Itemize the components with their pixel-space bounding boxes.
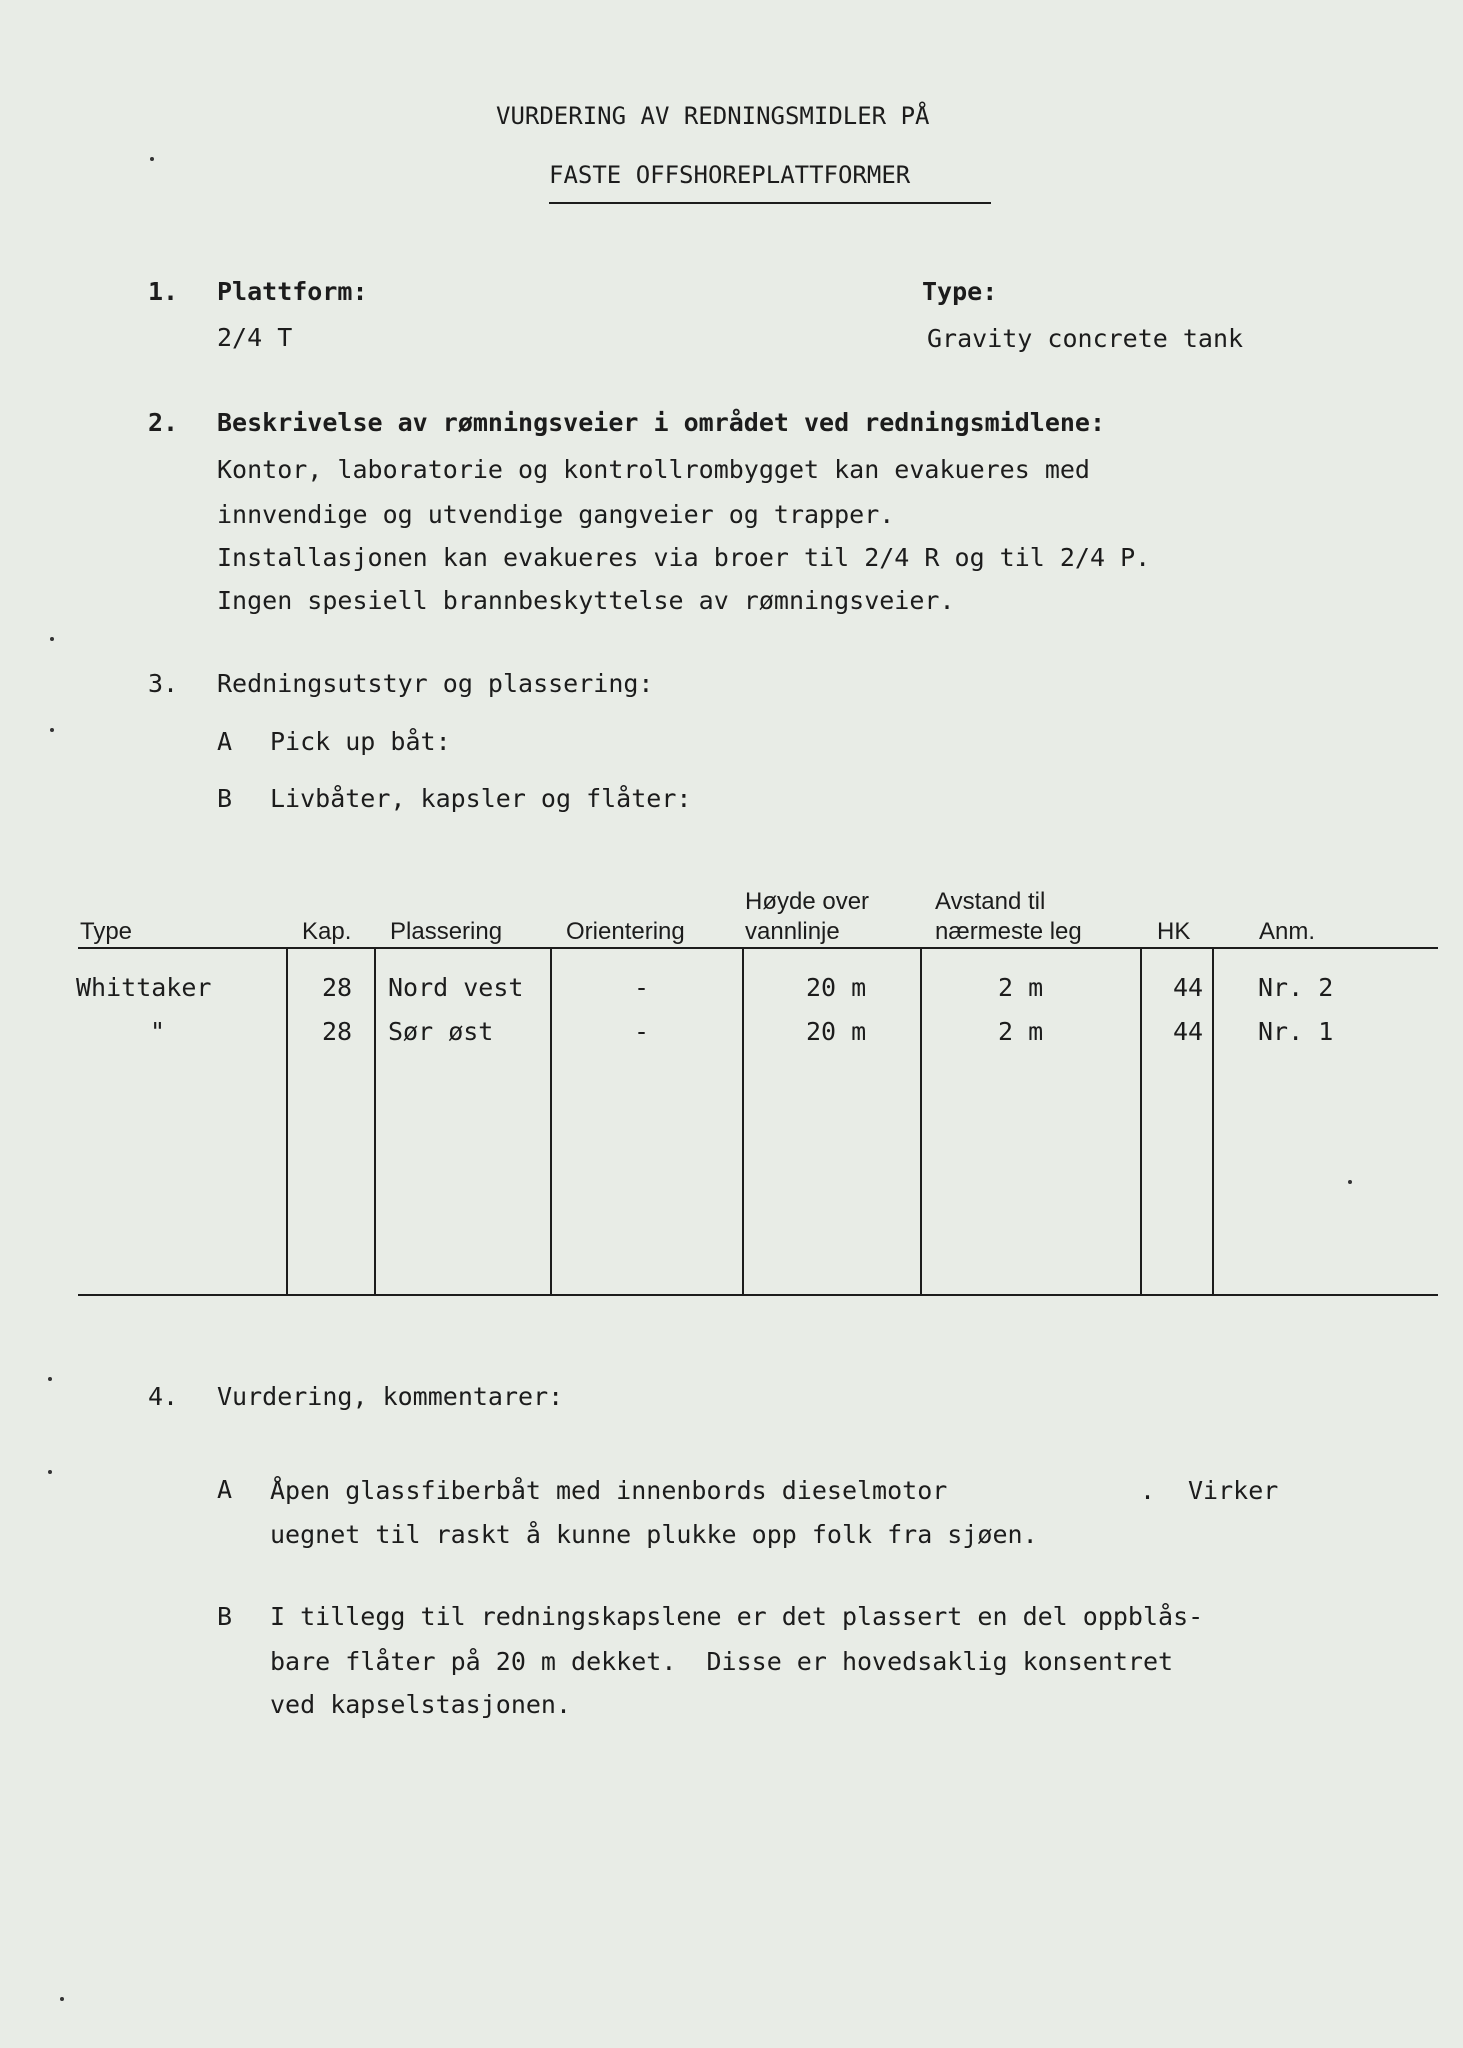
cell-avstand: 2 m bbox=[998, 973, 1044, 1002]
scan-speck bbox=[48, 1470, 52, 1474]
scan-speck bbox=[50, 728, 54, 732]
section3-b-text: Livbåter, kapsler og flåter: bbox=[270, 784, 692, 813]
section4-a-dot: . bbox=[1140, 1476, 1156, 1505]
scan-speck bbox=[1348, 1180, 1352, 1184]
section2-heading: Beskrivelse av rømningsveier i området ved redningsmidlene: bbox=[217, 408, 1106, 437]
cell-type: " bbox=[150, 1017, 166, 1046]
table-column-divider bbox=[1212, 948, 1214, 1294]
section1-label: Plattform: bbox=[217, 277, 368, 306]
section4-b-letter: B bbox=[217, 1602, 233, 1631]
cell-kap: 28 bbox=[322, 973, 353, 1002]
section1-type-value: Gravity concrete tank bbox=[927, 324, 1244, 353]
table-header-anm: Anm. bbox=[1259, 918, 1316, 945]
cell-plassering: Sør øst bbox=[388, 1017, 494, 1046]
cell-hoyde: 20 m bbox=[806, 973, 867, 1002]
table-header-orientering: Orientering bbox=[566, 918, 685, 945]
cell-hk: 44 bbox=[1173, 1017, 1204, 1046]
section3-a-letter: A bbox=[217, 727, 233, 756]
table-column-divider bbox=[374, 948, 376, 1294]
scan-speck bbox=[60, 1997, 64, 2001]
table-column-divider bbox=[742, 948, 744, 1294]
cell-avstand: 2 m bbox=[998, 1017, 1044, 1046]
section1-type-label: Type: bbox=[922, 277, 998, 306]
cell-hk: 44 bbox=[1173, 973, 1204, 1002]
table-bottom-rule bbox=[78, 1294, 1438, 1296]
section3-number: 3. bbox=[148, 669, 179, 698]
table-column-divider bbox=[286, 948, 288, 1294]
section4-b-line-3: ved kapselstasjonen. bbox=[270, 1690, 572, 1719]
cell-orientering: - bbox=[634, 973, 650, 1002]
table-header-plassering: Plassering bbox=[390, 918, 503, 945]
scan-speck bbox=[150, 157, 154, 161]
table-header-avstand-line1: Avstand til bbox=[935, 888, 1046, 915]
table-header-kap: Kap. bbox=[302, 918, 352, 945]
section4-b-line-1: I tillegg til redningskapslene er det plassert en del oppblås- bbox=[270, 1602, 1204, 1631]
title-underline bbox=[549, 202, 991, 204]
section4-a-letter: A bbox=[217, 1475, 233, 1504]
cell-anm: Nr. 1 bbox=[1258, 1017, 1334, 1046]
section2-line-4: Ingen spesiell brannbeskyttelse av rømningsveier. bbox=[217, 586, 955, 615]
table-header-avstand-line2: nærmeste leg bbox=[935, 918, 1082, 945]
cell-type: Whittaker bbox=[76, 973, 212, 1002]
cell-hoyde: 20 m bbox=[806, 1017, 867, 1046]
section4-a-line-2: uegnet til raskt å kunne plukke opp folk fra sjøen. bbox=[270, 1520, 1038, 1549]
section3-b-letter: B bbox=[217, 784, 233, 813]
section1-number: 1. bbox=[148, 277, 179, 306]
section4-number: 4. bbox=[148, 1382, 179, 1411]
cell-anm: Nr. 2 bbox=[1258, 973, 1334, 1002]
table-header-hoyde-line1: Høyde over bbox=[745, 888, 870, 915]
section4-heading: Vurdering, kommentarer: bbox=[217, 1382, 564, 1411]
section3-a-text: Pick up båt: bbox=[270, 727, 451, 756]
cell-kap: 28 bbox=[322, 1017, 353, 1046]
table-header-rule bbox=[78, 947, 1438, 949]
section4-b-line-2: bare flåter på 20 m dekket. Disse er hovedsaklig konsentret bbox=[270, 1647, 1174, 1676]
table-column-divider bbox=[920, 948, 922, 1294]
cell-orientering: - bbox=[634, 1017, 650, 1046]
scan-speck bbox=[50, 637, 54, 641]
section3-heading: Redningsutstyr og plassering: bbox=[217, 669, 654, 698]
title-line-1: VURDERING AV REDNINGSMIDLER PÅ bbox=[496, 102, 930, 130]
table-header-hoyde-line2: vannlinje bbox=[745, 918, 840, 945]
title-line-2: FASTE OFFSHOREPLATTFORMER bbox=[549, 161, 911, 189]
scan-speck bbox=[48, 1377, 52, 1381]
section2-line-1: Kontor, laboratorie og kontrollrombygget kan evakueres med bbox=[217, 455, 1090, 484]
section2-line-2: innvendige og utvendige gangveier og trapper. bbox=[217, 500, 895, 529]
table-column-divider bbox=[1140, 948, 1142, 1294]
section1-platform-value: 2/4 T bbox=[217, 323, 293, 352]
section2-number: 2. bbox=[148, 408, 179, 437]
table-header-hk: HK bbox=[1157, 918, 1191, 945]
cell-plassering: Nord vest bbox=[388, 973, 524, 1002]
section4-a-line-1: Åpen glassfiberbåt med innenbords dieselmotor bbox=[270, 1476, 948, 1505]
section4-a-virker: Virker bbox=[1188, 1476, 1279, 1505]
table-header-type: Type bbox=[80, 918, 133, 945]
table-column-divider bbox=[550, 948, 552, 1294]
section2-line-3: Installasjonen kan evakueres via broer til 2/4 R og til 2/4 P. bbox=[217, 543, 1151, 572]
